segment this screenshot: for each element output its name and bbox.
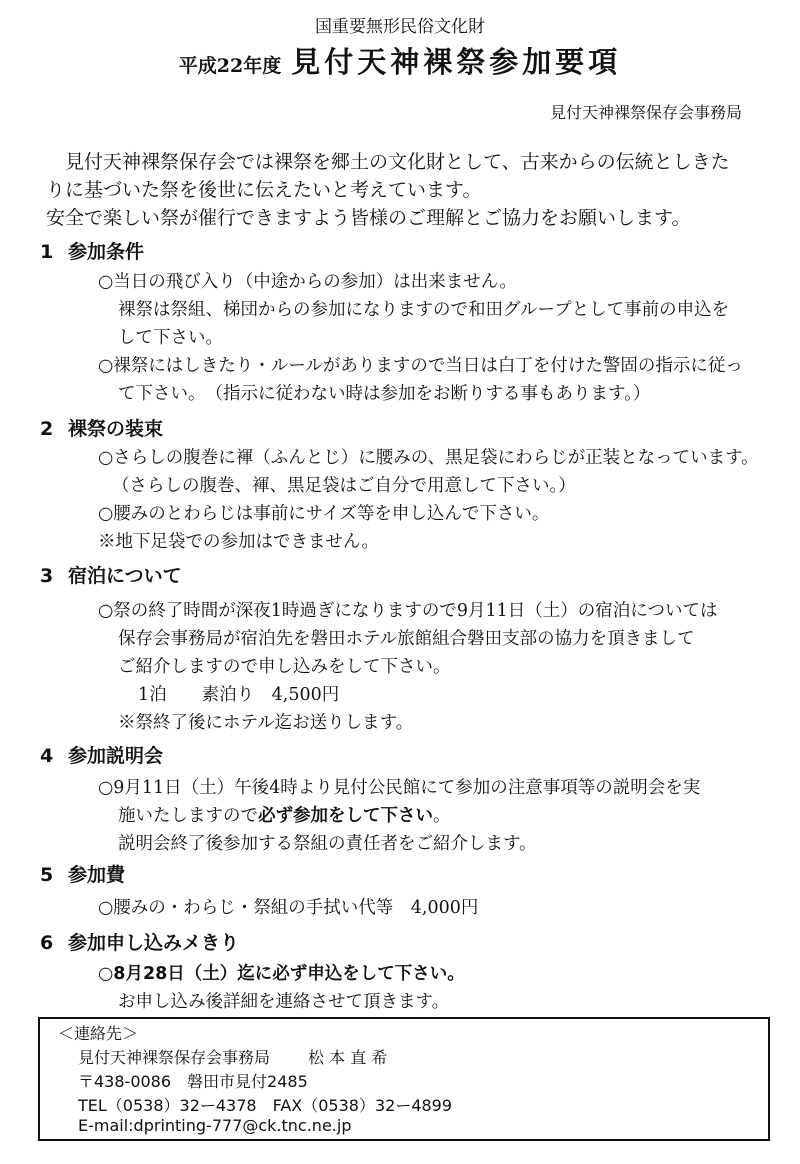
emphasis-text: 必ず参加をして下さい — [258, 806, 433, 826]
contact-heading: ＜連絡先＞ — [58, 1024, 139, 1043]
title-main: 見付天神裸祭参加要項 — [291, 45, 622, 79]
section-3-line: ※祭終了後にホテル迄お送りします。 — [118, 713, 414, 733]
section-1-line: 裸祭は祭組、梯団からの参加になりますので和田グループとして事前の申込を — [118, 300, 730, 320]
contact-email: E-mail:dprinting-777@ck.tnc.ne.jp — [78, 1116, 352, 1135]
contact-person: 松 本 直 希 — [308, 1048, 388, 1067]
section-1-line: して下さい。 — [118, 328, 223, 348]
contact-office-name: 見付天神裸祭保存会事務局 — [78, 1048, 271, 1067]
title-year: 平成22年度 — [178, 55, 282, 77]
section-heading-2 — [40, 414, 163, 441]
intro-line: りに基づいた祭を後世に伝えたいと考えています。 — [46, 179, 482, 201]
section-1-line: ○裸祭にはしきたり・ルールがありますので当日は白丁を付けた警固の指示に従っ — [98, 356, 743, 376]
intro-line: 安全で楽しい祭が催行できますよう皆様のご理解とご協力をお願いします。 — [46, 207, 691, 229]
document-supertitle: 国重要無形民俗文化財 — [315, 17, 485, 37]
section-2-line: ○さらしの腹巻に褌（ふんとじ）に腰みの、黒足袋にわらじが正装となっています。 — [98, 448, 759, 468]
section-heading-1 — [40, 237, 144, 264]
section-number: 5 — [40, 864, 54, 886]
section-number: 2 — [40, 418, 54, 440]
intro-line: 見付天神裸祭保存会では裸祭を郷土の文化財として、古来からの伝統としきた — [65, 151, 730, 173]
section-3-line: ○祭の終了時間が深夜1時過ぎになりますので9月11日（土）の宿泊については — [98, 601, 718, 621]
issuer: 見付天神裸祭保存会事務局 — [549, 103, 742, 122]
section-4-text: 。 — [433, 806, 451, 826]
section-1-line: て下さい。 （指示に従わない時は参加をお断りする事もあります。） — [118, 384, 651, 404]
section-2-line: ※地下足袋での参加はできません。 — [98, 532, 380, 552]
section-number: 1 — [40, 241, 54, 263]
contact-office — [78, 1045, 387, 1068]
section-title: 参加費 — [68, 864, 126, 886]
section-number: 4 — [40, 745, 54, 767]
contact-address: 〒438-0086 磐田市見付2485 — [78, 1072, 308, 1091]
deadline-line: ○8月28日（土）迄に必ず申込をして下さい。 — [98, 964, 465, 984]
section-4-line: ○9月11日（土）午後4時より見付公民館にて参加の注意事項等の説明会を実 — [98, 778, 701, 798]
section-3-line: ご紹介しますので申し込みをして下さい。 — [118, 657, 451, 677]
section-title: 参加条件 — [68, 241, 145, 263]
section-4-line: 説明会終了後参加する祭組の責任者をご紹介します。 — [118, 834, 537, 854]
section-2-line: （さらしの腹巻、褌、黒足袋はご自分で用意して下さい。） — [112, 476, 576, 496]
section-heading-3 — [40, 561, 182, 588]
section-4-text: 施いたしますので — [118, 806, 258, 826]
section-6-line: お申し込み後詳細を連絡させて頂きます。 — [118, 992, 450, 1012]
section-heading-5 — [40, 860, 125, 887]
section-title: 裸祭の装束 — [68, 418, 164, 440]
section-title: 参加説明会 — [68, 745, 164, 767]
section-number: 3 — [40, 565, 54, 587]
section-number: 6 — [40, 932, 54, 954]
contact-phone-fax: TEL（0538）32ー4378 FAX（0538）32ー4899 — [78, 1096, 453, 1115]
section-1-line: ○当日の飛び入り（中途からの参加）は出来ません。 — [98, 272, 517, 292]
intro-paragraph — [46, 148, 762, 232]
section-3-line: 保存会事務局が宿泊先を磐田ホテル旅館組合磐田支部の協力を頂きまして — [118, 629, 695, 649]
document-title — [0, 40, 800, 81]
section-heading-6 — [40, 928, 239, 955]
section-4-line — [118, 802, 451, 827]
section-3-line: 1泊 素泊り 4,500円 — [138, 685, 340, 705]
section-heading-4 — [40, 741, 163, 768]
section-title: 宿泊について — [68, 565, 182, 587]
section-2-line: ○腰みのとわらじは事前にサイズ等を申し込んで下さい。 — [98, 504, 550, 524]
section-title: 参加申し込みメきり — [68, 932, 240, 954]
section-5-line: ○腰みの・わらじ・祭組の手拭い代等 4,000円 — [98, 898, 479, 918]
